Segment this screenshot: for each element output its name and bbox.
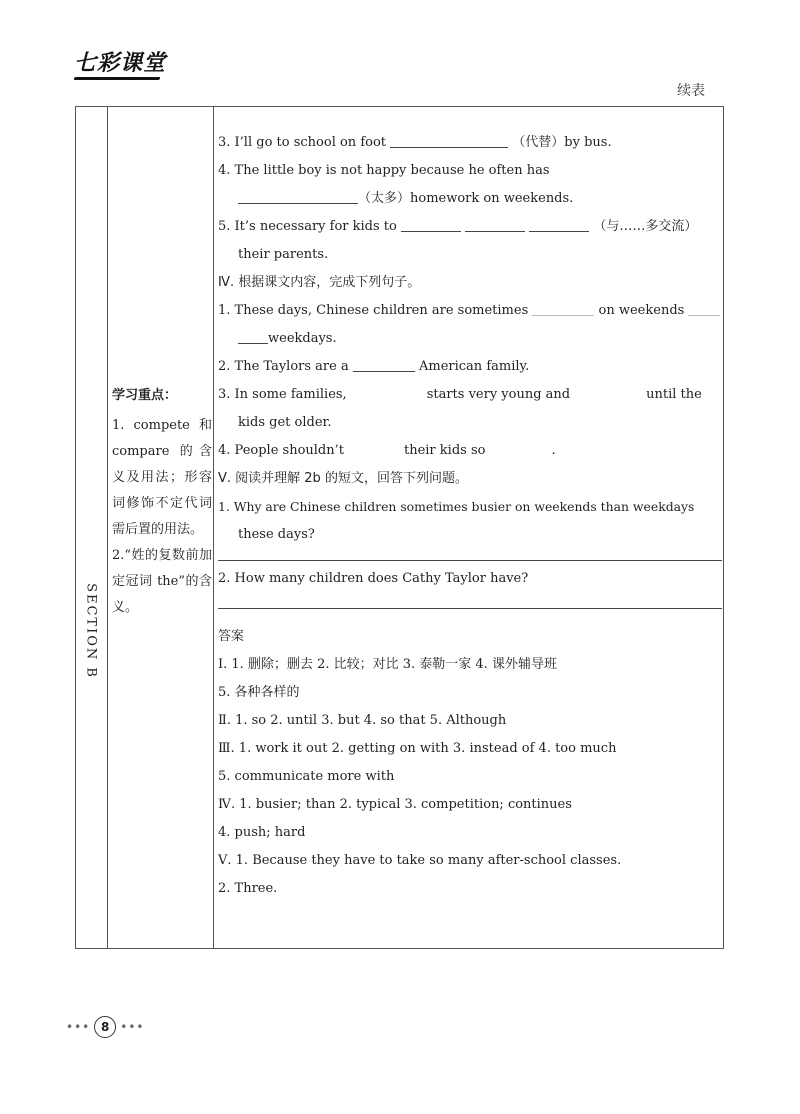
exercise-line: 4. People shouldn’t their kids so . xyxy=(218,443,556,458)
answer-line-1 xyxy=(218,559,722,561)
exercise-line: （太多）homework on weekends. xyxy=(218,185,722,213)
question-1-cont: these days? xyxy=(238,527,315,542)
answer-line: Ⅰ. 1. 删除；删去 2. 比较；对比 3. 泰勒一家 4. 课外辅导班 xyxy=(218,657,557,672)
answer-line-2 xyxy=(218,607,722,609)
exercise-line: 3. I’ll go to school on foot （代替）by bus. xyxy=(218,135,612,150)
brand-logo: 七彩课堂 xyxy=(74,46,166,80)
focus-title: 学习重点： xyxy=(112,388,178,403)
question-1: 1. Why are Chinese children sometimes busier on weekends than weekdays xyxy=(218,499,695,514)
exercise-line: 3. In some families, starts very young and until the xyxy=(218,387,702,402)
answer-line: Ⅲ. 1. work it out 2. getting on with 3. instead of 4. too much xyxy=(218,741,617,756)
exercise-line: their parents. xyxy=(238,247,329,262)
answer-line: Ⅴ. 1. Because they have to take so many after-school classes. xyxy=(218,853,622,868)
page-number: ••• 8 ••• xyxy=(66,1016,144,1038)
section-heading-5: Ⅴ. 阅读并理解 2b 的短文，回答下列问题。 xyxy=(218,471,468,486)
exercise-line: weekdays. xyxy=(218,325,722,353)
exercise-line: 1. These days, Chinese children are sometimes on weekends xyxy=(218,297,722,325)
focus-item-1: 1. compete 和 compare 的含义及用法；形容词修饰不定代词需后置的用法。 xyxy=(112,418,212,537)
answer-line: Ⅱ. 1. so 2. until 3. but 4. so that 5. Although xyxy=(218,713,507,728)
focus-item-2: 2.“姓的复数前加定冠词 the”的含义。 xyxy=(112,548,212,615)
question-2: 2. How many children does Cathy Taylor have? xyxy=(218,571,529,586)
answer-line: 5. 各种各样的 xyxy=(218,685,300,700)
continued-label: 续表 xyxy=(677,83,705,99)
learning-focus xyxy=(112,383,212,621)
exercise-line: kids get older. xyxy=(238,415,332,430)
section-label: SECTION B xyxy=(83,583,98,679)
answer-line: 5. communicate more with xyxy=(218,769,395,784)
exercise-line: 4. The little boy is not happy because he often has xyxy=(218,163,550,178)
exercise-line: 2. The Taylors are a American family. xyxy=(218,359,530,374)
answer-line: Ⅳ. 1. busier; than 2. typical 3. competition; continues xyxy=(218,797,572,812)
section-heading-4: Ⅳ. 根据课文内容，完成下列句子。 xyxy=(218,275,421,290)
answers-title: 答案 xyxy=(218,629,245,644)
exercise-line: 5. It’s necessary for kids to （与……多交流） xyxy=(218,219,698,234)
answer-line: 2. Three. xyxy=(218,881,278,896)
exercise-content xyxy=(218,129,722,903)
answer-line: 4. push; hard xyxy=(218,825,306,840)
